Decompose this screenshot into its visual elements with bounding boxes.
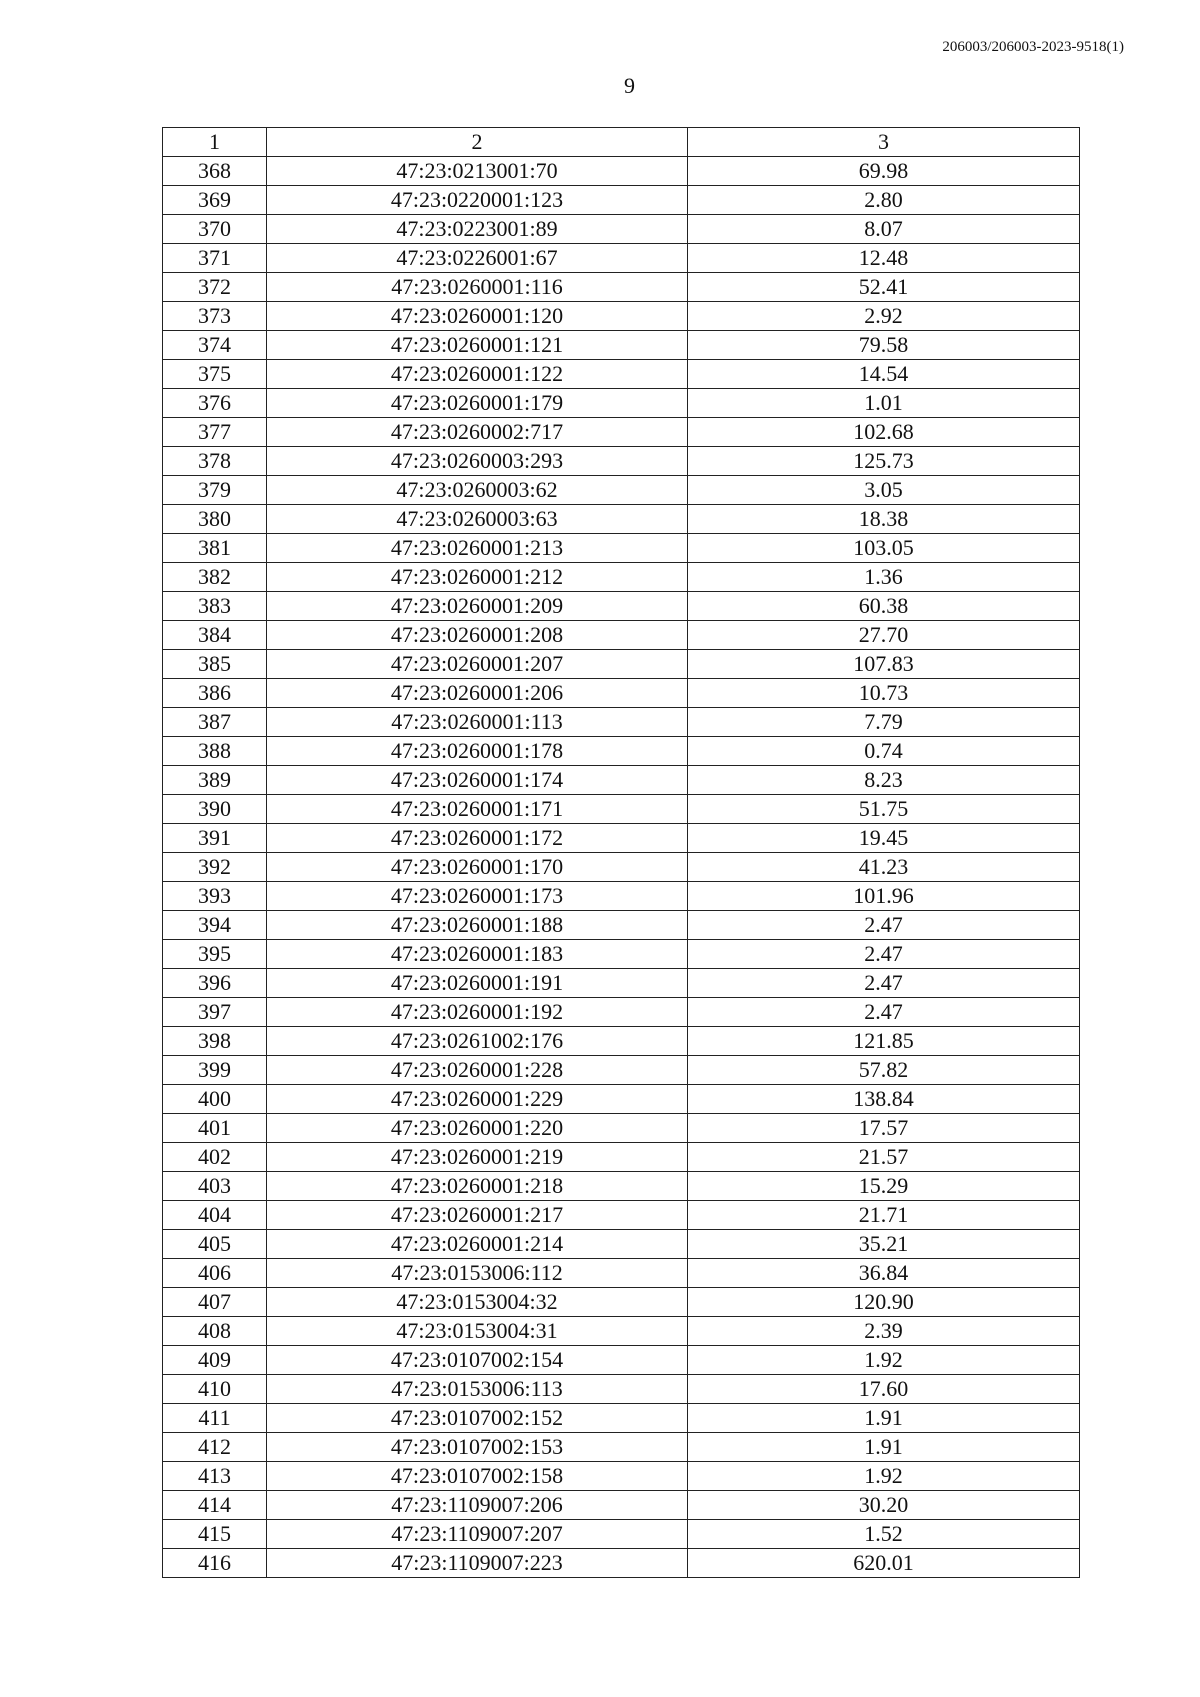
cadastral-number-cell: 47:23:0260001:113 [267,708,688,737]
table-row [163,621,1080,650]
cadastral-number-cell: 47:23:0153006:113 [267,1375,688,1404]
area-value-cell: 69.98 [688,157,1080,186]
cadastral-number-cell: 47:23:0260001:219 [267,1143,688,1172]
row-number-cell: 394 [163,911,267,940]
cadastral-number-cell: 47:23:1109007:207 [267,1520,688,1549]
cadastral-number-cell: 47:23:0260002:717 [267,418,688,447]
row-number-cell: 370 [163,215,267,244]
row-number-cell: 381 [163,534,267,563]
area-value-cell: 138.84 [688,1085,1080,1114]
row-number-cell: 404 [163,1201,267,1230]
table-row [163,360,1080,389]
cadastral-number-cell: 47:23:1109007:206 [267,1491,688,1520]
row-number-cell: 405 [163,1230,267,1259]
table-row [163,476,1080,505]
area-value-cell: 8.23 [688,766,1080,795]
row-number-cell: 379 [163,476,267,505]
row-number-cell: 395 [163,940,267,969]
area-value-cell: 60.38 [688,592,1080,621]
area-value-cell: 27.70 [688,621,1080,650]
row-number-cell: 372 [163,273,267,302]
cadastral-number-cell: 47:23:0260003:63 [267,505,688,534]
row-number-cell: 385 [163,650,267,679]
row-number-cell: 398 [163,1027,267,1056]
row-number-cell: 373 [163,302,267,331]
row-number-cell: 387 [163,708,267,737]
table-row [163,1172,1080,1201]
row-number-cell: 407 [163,1288,267,1317]
row-number-cell: 384 [163,621,267,650]
cadastral-number-cell: 47:23:0213001:70 [267,157,688,186]
area-value-cell: 2.80 [688,186,1080,215]
table-row [163,1491,1080,1520]
area-value-cell: 101.96 [688,882,1080,911]
cadastral-number-cell: 47:23:0153004:31 [267,1317,688,1346]
cadastral-number-cell: 47:23:0260001:214 [267,1230,688,1259]
row-number-cell: 377 [163,418,267,447]
table-row [163,969,1080,998]
cadastral-number-cell: 47:23:0260001:171 [267,795,688,824]
row-number-cell: 376 [163,389,267,418]
area-value-cell: 8.07 [688,215,1080,244]
table-row [163,1114,1080,1143]
area-value-cell: 17.57 [688,1114,1080,1143]
area-value-cell: 30.20 [688,1491,1080,1520]
cadastral-number-cell: 47:23:0107002:153 [267,1433,688,1462]
area-value-cell: 1.92 [688,1346,1080,1375]
row-number-cell: 396 [163,969,267,998]
area-value-cell: 35.21 [688,1230,1080,1259]
table-row [163,1317,1080,1346]
row-number-cell: 374 [163,331,267,360]
page-number: 9 [624,73,635,98]
table-row [163,1549,1080,1578]
cadastral-number-cell: 47:23:0260001:208 [267,621,688,650]
cadastral-number-cell: 47:23:0223001:89 [267,215,688,244]
cadastral-number-cell: 47:23:0107002:152 [267,1404,688,1433]
area-value-cell: 2.47 [688,940,1080,969]
cadastral-number-cell: 47:23:0260001:217 [267,1201,688,1230]
table-row [163,1520,1080,1549]
row-number-cell: 408 [163,1317,267,1346]
table-row [163,1230,1080,1259]
cadastral-number-cell: 47:23:0260001:213 [267,534,688,563]
table-row [163,186,1080,215]
area-value-cell: 102.68 [688,418,1080,447]
cadastral-number-cell: 47:23:0260001:218 [267,1172,688,1201]
cadastral-number-cell: 47:23:0260001:209 [267,592,688,621]
area-value-cell: 1.91 [688,1433,1080,1462]
table-row [163,1375,1080,1404]
area-value-cell: 107.83 [688,650,1080,679]
cadastral-number-cell: 47:23:1109007:223 [267,1549,688,1578]
table-row [163,157,1080,186]
data-table [162,127,1080,1578]
table-row [163,1056,1080,1085]
row-number-cell: 380 [163,505,267,534]
area-value-cell: 18.38 [688,505,1080,534]
cadastral-number-cell: 47:23:0260001:174 [267,766,688,795]
area-value-cell: 2.47 [688,969,1080,998]
area-value-cell: 1.91 [688,1404,1080,1433]
cadastral-number-cell: 47:23:0260003:62 [267,476,688,505]
table-row [163,679,1080,708]
row-number-cell: 399 [163,1056,267,1085]
row-number-cell: 389 [163,766,267,795]
table-row [163,1259,1080,1288]
row-number-cell: 391 [163,824,267,853]
table-row [163,215,1080,244]
cadastral-number-cell: 47:23:0260001:170 [267,853,688,882]
table-row [163,592,1080,621]
table-row [163,1288,1080,1317]
cadastral-number-cell: 47:23:0260001:173 [267,882,688,911]
table-row [163,1462,1080,1491]
cadastral-number-cell: 47:23:0260001:116 [267,273,688,302]
table-row [163,1143,1080,1172]
row-number-cell: 416 [163,1549,267,1578]
table-row [163,273,1080,302]
row-number-cell: 400 [163,1085,267,1114]
cadastral-number-cell: 47:23:0260001:212 [267,563,688,592]
area-value-cell: 3.05 [688,476,1080,505]
cadastral-number-cell: 47:23:0260001:228 [267,1056,688,1085]
table-row [163,882,1080,911]
cadastral-number-cell: 47:23:0260003:293 [267,447,688,476]
cadastral-number-cell: 47:23:0153006:112 [267,1259,688,1288]
row-number-cell: 368 [163,157,267,186]
row-number-cell: 383 [163,592,267,621]
area-value-cell: 1.92 [688,1462,1080,1491]
table-row [163,1346,1080,1375]
row-number-cell: 411 [163,1404,267,1433]
table-row [163,940,1080,969]
area-value-cell: 0.74 [688,737,1080,766]
area-value-cell: 2.47 [688,998,1080,1027]
area-value-cell: 57.82 [688,1056,1080,1085]
cadastral-number-cell: 47:23:0260001:220 [267,1114,688,1143]
area-value-cell: 2.47 [688,911,1080,940]
cadastral-number-cell: 47:23:0260001:121 [267,331,688,360]
cadastral-number-cell: 47:23:0153004:32 [267,1288,688,1317]
row-number-cell: 413 [163,1462,267,1491]
table-row [163,998,1080,1027]
row-number-cell: 401 [163,1114,267,1143]
area-value-cell: 1.36 [688,563,1080,592]
row-number-cell: 388 [163,737,267,766]
table-row [163,244,1080,273]
area-value-cell: 51.75 [688,795,1080,824]
table-row [163,563,1080,592]
area-value-cell: 120.90 [688,1288,1080,1317]
area-value-cell: 17.60 [688,1375,1080,1404]
area-value-cell: 12.48 [688,244,1080,273]
cadastral-number-cell: 47:23:0260001:183 [267,940,688,969]
table-row [163,1433,1080,1462]
area-value-cell: 1.01 [688,389,1080,418]
area-value-cell: 103.05 [688,534,1080,563]
table-row [163,389,1080,418]
table-row [163,331,1080,360]
row-number-cell: 415 [163,1520,267,1549]
row-number-cell: 390 [163,795,267,824]
area-value-cell: 125.73 [688,447,1080,476]
table-row [163,1201,1080,1230]
cadastral-number-cell: 47:23:0260001:188 [267,911,688,940]
table-row [163,737,1080,766]
row-number-cell: 393 [163,882,267,911]
cadastral-number-cell: 47:23:0260001:207 [267,650,688,679]
cadastral-number-cell: 47:23:0260001:172 [267,824,688,853]
cadastral-number-cell: 47:23:0226001:67 [267,244,688,273]
area-value-cell: 121.85 [688,1027,1080,1056]
row-number-cell: 375 [163,360,267,389]
row-number-cell: 410 [163,1375,267,1404]
area-value-cell: 7.79 [688,708,1080,737]
area-value-cell: 21.71 [688,1201,1080,1230]
table-row [163,302,1080,331]
area-value-cell: 79.58 [688,331,1080,360]
row-number-cell: 409 [163,1346,267,1375]
cadastral-number-cell: 47:23:0260001:120 [267,302,688,331]
table-row [163,505,1080,534]
area-value-cell: 52.41 [688,273,1080,302]
table-row [163,1085,1080,1114]
table-row [163,766,1080,795]
table-row [163,418,1080,447]
table-row [163,447,1080,476]
cadastral-number-cell: 47:23:0220001:123 [267,186,688,215]
column-header-2: 2 [267,128,688,157]
area-value-cell: 1.52 [688,1520,1080,1549]
cadastral-number-cell: 47:23:0261002:176 [267,1027,688,1056]
area-value-cell: 620.01 [688,1549,1080,1578]
cadastral-number-cell: 47:23:0260001:179 [267,389,688,418]
area-value-cell: 14.54 [688,360,1080,389]
row-number-cell: 414 [163,1491,267,1520]
row-number-cell: 406 [163,1259,267,1288]
table-header-row [163,128,1080,157]
column-header-3: 3 [688,128,1080,157]
cadastral-number-cell: 47:23:0260001:206 [267,679,688,708]
row-number-cell: 403 [163,1172,267,1201]
area-value-cell: 36.84 [688,1259,1080,1288]
cadastral-number-cell: 47:23:0260001:122 [267,360,688,389]
cadastral-number-cell: 47:23:0107002:154 [267,1346,688,1375]
column-header-1: 1 [163,128,267,157]
table-row [163,795,1080,824]
area-value-cell: 19.45 [688,824,1080,853]
area-value-cell: 2.39 [688,1317,1080,1346]
row-number-cell: 382 [163,563,267,592]
table-row [163,534,1080,563]
row-number-cell: 397 [163,998,267,1027]
row-number-cell: 371 [163,244,267,273]
cadastral-number-cell: 47:23:0260001:229 [267,1085,688,1114]
area-value-cell: 41.23 [688,853,1080,882]
document-id: 206003/206003-2023-9518(1) [942,39,1124,55]
row-number-cell: 392 [163,853,267,882]
cadastral-number-cell: 47:23:0260001:178 [267,737,688,766]
area-value-cell: 21.57 [688,1143,1080,1172]
row-number-cell: 412 [163,1433,267,1462]
table-row [163,911,1080,940]
table-row [163,853,1080,882]
table-body [163,157,1080,1578]
table-row [163,824,1080,853]
area-value-cell: 10.73 [688,679,1080,708]
cadastral-number-cell: 47:23:0260001:191 [267,969,688,998]
row-number-cell: 402 [163,1143,267,1172]
area-value-cell: 2.92 [688,302,1080,331]
area-value-cell: 15.29 [688,1172,1080,1201]
table-row [163,708,1080,737]
table-row [163,1027,1080,1056]
row-number-cell: 386 [163,679,267,708]
table-row [163,1404,1080,1433]
table-row [163,650,1080,679]
row-number-cell: 378 [163,447,267,476]
cadastral-number-cell: 47:23:0107002:158 [267,1462,688,1491]
cadastral-number-cell: 47:23:0260001:192 [267,998,688,1027]
row-number-cell: 369 [163,186,267,215]
